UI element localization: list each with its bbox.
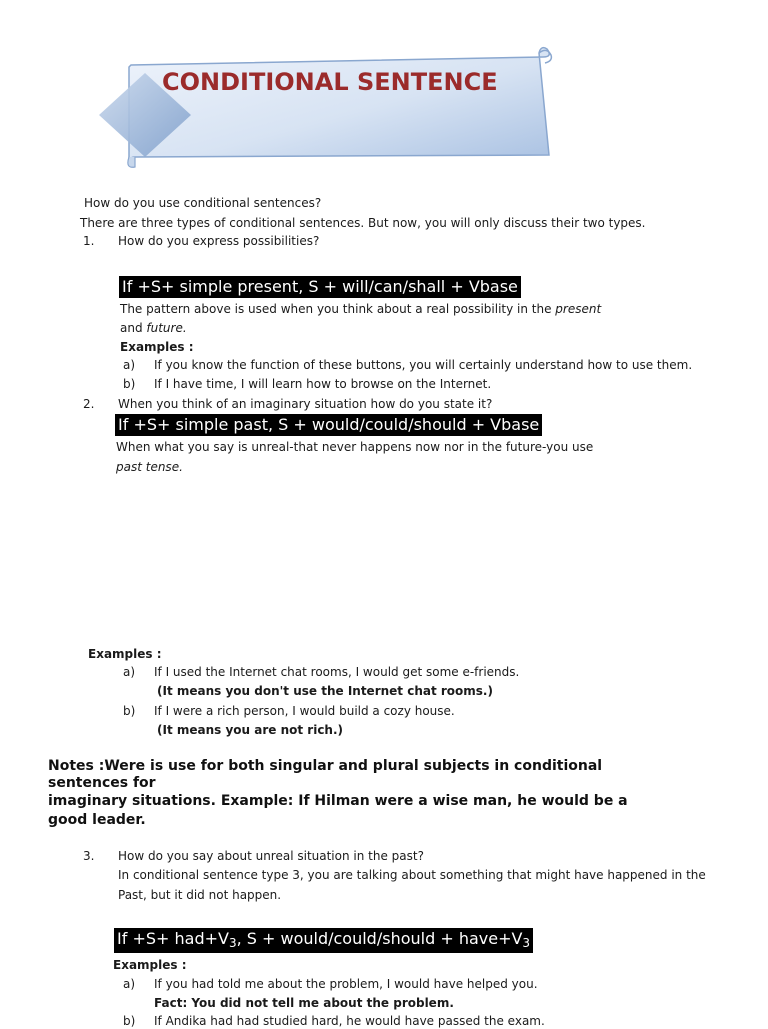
formula-subscript: 3 [522, 936, 531, 950]
example-marker: a) [123, 665, 136, 679]
section-2-desc-line-2: past tense. [116, 460, 183, 474]
section-2-question: When you think of an imaginary situation how do you state it? [118, 397, 493, 411]
formula-subscript: 3 [228, 936, 237, 950]
section-1-desc-line-1 [120, 301, 601, 317]
page-title: CONDITIONAL SENTENCE [162, 68, 498, 96]
formula-type-2: If +S+ simple past, S + would/could/should + Vbase [115, 414, 542, 436]
section-3-number: 3. [83, 849, 95, 863]
example-note: (It means you don't use the Internet chat rooms.) [157, 684, 493, 698]
desc-emphasis: future. [146, 321, 187, 335]
formula-type-3 [114, 928, 533, 953]
section-3-examples-label: Examples : [113, 958, 187, 972]
example-text: If Andika had had studied hard, he would have passed the exam. [154, 1014, 545, 1028]
example-text: If I have time, I will learn how to browse on the Internet. [154, 377, 492, 391]
notes-line-2: sentences for [48, 775, 156, 791]
section-2-examples-label: Examples : [88, 647, 162, 661]
desc-emphasis: present [555, 302, 602, 316]
section-3-desc-line-2: Past, but it did not happen. [118, 888, 282, 902]
example-marker: b) [123, 1014, 136, 1028]
formula-type-1: If +S+ simple present, S + will/can/shall + Vbase [119, 276, 521, 298]
title-banner [95, 45, 555, 175]
notes-line-3: imaginary situations. Example: If Hilman were a wise man, he would be a [48, 793, 628, 809]
intro-question: How do you use conditional sentences? [84, 196, 322, 210]
example-text: If you had told me about the problem, I would have helped you. [154, 977, 538, 991]
section-1-number: 1. [83, 234, 95, 248]
section-2-number: 2. [83, 397, 95, 411]
section-1-examples-label: Examples : [120, 340, 194, 354]
desc-text: and [120, 321, 147, 335]
desc-text: The pattern above is used when you think about a real possibility in the [120, 302, 556, 316]
example-marker: b) [123, 704, 136, 718]
section-1-question: How do you express possibilities? [118, 234, 320, 248]
example-marker: a) [123, 977, 136, 991]
example-text: If you know the function of these buttons, you will certainly understand how to use them. [154, 358, 693, 372]
example-marker: b) [123, 377, 136, 391]
notes-line-4: good leader. [48, 812, 146, 828]
formula-part: If +S+ had+V [117, 929, 229, 948]
example-marker: a) [123, 358, 136, 372]
section-3-desc-line-1: In conditional sentence type 3, you are talking about something that might have happened in the [118, 868, 706, 882]
example-note: (It means you are not rich.) [157, 723, 344, 737]
notes-line-1: Notes :Were is use for both singular and plural subjects in conditional [48, 758, 603, 774]
example-text: If I were a rich person, I would build a cozy house. [154, 704, 455, 718]
formula-part: , S + would/could/should + have+V [236, 929, 523, 948]
example-note: Fact: You did not tell me about the problem. [154, 996, 454, 1010]
example-text: If I used the Internet chat rooms, I would get some e-friends. [154, 665, 520, 679]
section-1-desc-line-2 [120, 320, 187, 336]
section-3-question: How do you say about unreal situation in the past? [118, 849, 424, 863]
section-2-desc-line-1: When what you say is unreal-that never happens now nor in the future-you use [116, 440, 594, 454]
intro-line: There are three types of conditional sentences. But now, you will only discuss their two types. [80, 216, 646, 230]
